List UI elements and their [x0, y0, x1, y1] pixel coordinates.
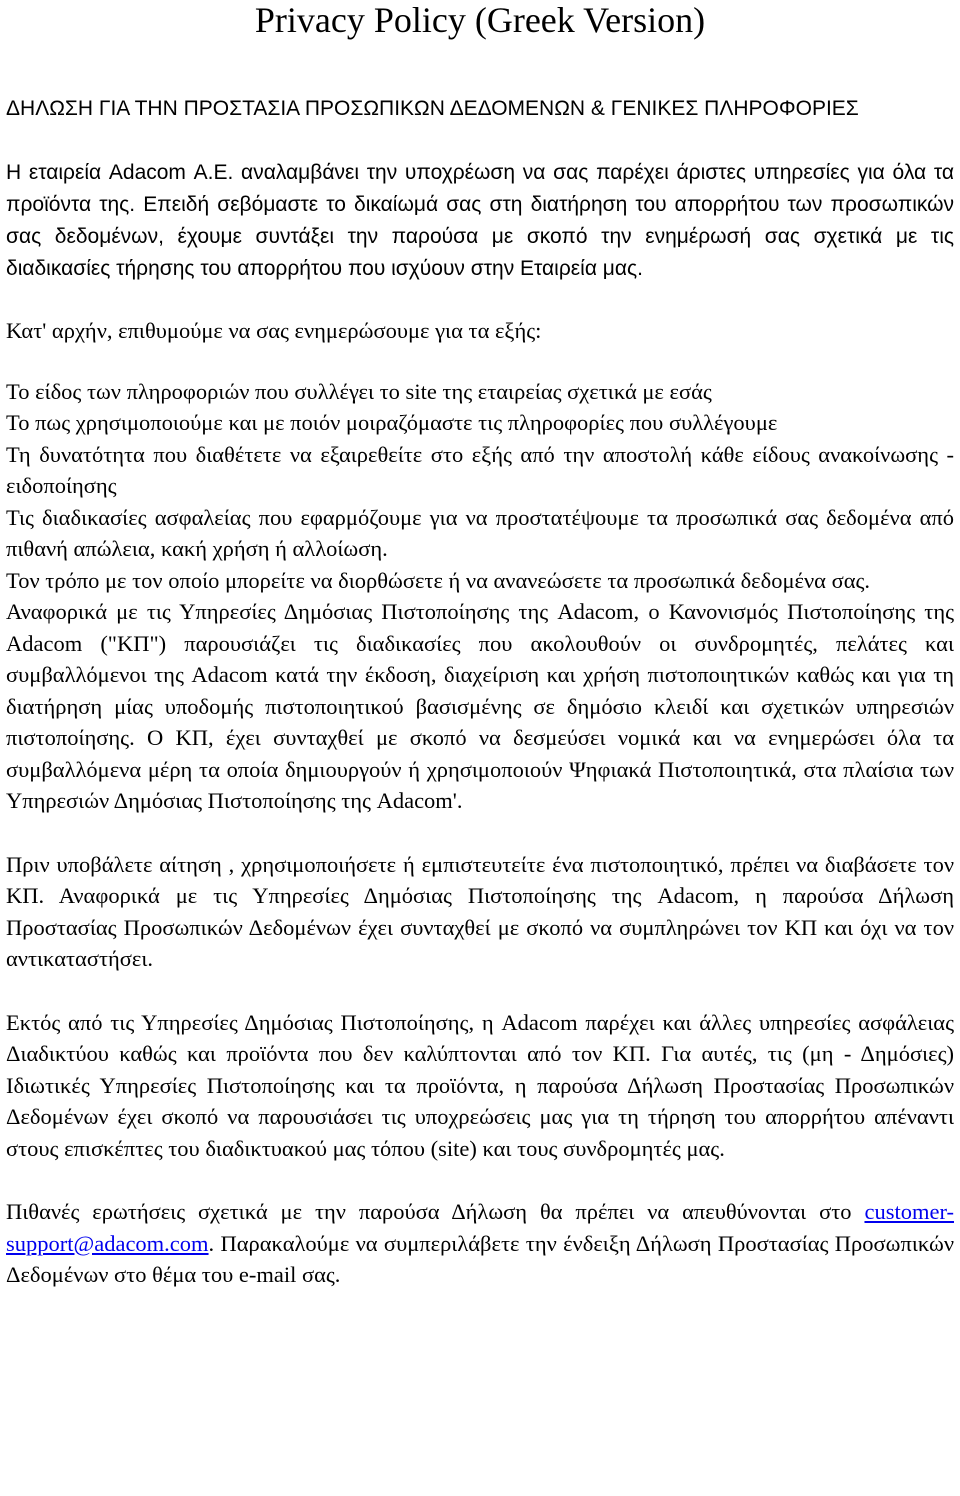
intro-paragraph: Η εταιρεία Adacom Α.Ε. αναλαμβάνει την υποχρέωση να σας παρέχει άριστες υπηρεσίες για όλα τα προϊόντα της. Επειδή σεβόμαστε το δικαίωμά σας στη διατήρηση του απορρήτου των προσωπικών σας δεδομένων, έχουμε συντάξει την παρούσα με σκοπό την ενημέρωσή σας σχετικά με τις διαδικασίες τήρησης του απορρήτου που ισχύουν στην Εταιρεία μας. — [6, 161, 954, 280]
list-item: Το πως χρησιμοποιούμε και με ποιόν μοιραζόμαστε τις πληροφορίες που συλλέγουμε — [6, 410, 778, 435]
list-intro-paragraph: Κατ' αρχήν, επιθυμούμε να σας ενημερώσουμε για τα εξής: — [6, 318, 542, 343]
services-paragraph: Εκτός από τις Υπηρεσίες Δημόσιας Πιστοποίησης, η Adacom παρέχει και άλλες υπηρεσίες ασφάλειας Διαδικτύου καθώς και προϊόντα που δεν καλύπτονται από τον ΚΠ. Για αυτές, τις (μη - Δημόσιες) Ιδιωτικές Υπηρεσίες Πιστοποίησης και τα προϊόντα, η παρούσα Δήλωση Προστασίας Προσωπικών Δεδομένων έχει σκοπό να παρουσιάσει τις υποχρεώσεις μας για τη τήρηση του απορρήτου απέναντι στους επισκέπτες του διαδικτυακού μας τόπου (site) και τους συνδρομητές μας. — [6, 1009, 954, 1161]
certification-paragraph: Αναφορικά με τις Υπηρεσίες Δημόσιας Πιστοποίησης της Adacom, ο Κανονισμός Πιστοποίησης της Adacom ("ΚΠ") παρουσιάζει τις διαδικασίες που ακολουθούν οι συνδρομητές, πελάτες και συμβαλλόμενοι της Adacom κατά την έκδοση, διαχείριση και χρήση πιστοποιητικών καθώς και για τη διατήρηση μίας υποδομής πιστοποιητικού βασισμένης σε δημόσιο κλειδί και σχετικών υπηρεσιών πιστοποίησης. Ο ΚΠ, έχει συνταχθεί με σκοπό να δεσμεύσει νομικά και να ενημερώσει όλα τα συμβαλλόμενα μέρη τα οποία δημιουργούν ή χρησιμοποιούν Ψηφιακά Πιστοποιητικά, στα πλαίσια των Υπηρεσιών Δημόσιας Πιστοποίησης της Adacom'. — [6, 599, 954, 813]
list-item: Τον τρόπο με τον οποίο μπορείτε να διορθώσετε ή να ανανεώσετε τα προσωπικά δεδομένα σας. — [6, 567, 871, 593]
topics-list — [6, 376, 954, 817]
support-email-link[interactable]: customer-support@adacom.com — [6, 1199, 954, 1256]
kp-paragraph: Πριν υποβάλετε αίτηση , χρησιμοποιήσετε ή εμπιστευτείτε ένα πιστοποιητικό, πρέπει να διαβάσετε τον ΚΠ. Αναφορικά με τις Υπηρεσίες Δημόσιας Πιστοποίησης της Adacom, η παρούσα Δήλωση Προστασίας Προσωπικών Δεδομένων έχει συνταχθεί με σκοπό να συμπληρώνει τον ΚΠ και όχι να τον αντικαταστήσει. — [6, 851, 954, 971]
questions-paragraph — [6, 1196, 954, 1291]
list-item: Το είδος των πληροφοριών που συλλέγει το site της εταιρείας σχετικά με εσάς — [6, 378, 712, 404]
document-page — [6, 0, 954, 1291]
document-title: Privacy Policy (Greek Version) — [254, 0, 706, 40]
questions-text-end: . Παρακαλούμε να συμπεριλάβετε την ένδειξη Δήλωση Προστασίας Προσωπικών Δεδομένων στο θέμα του e-mail σας. — [6, 1230, 954, 1287]
list-item: Τη δυνατότητα που διαθέτετε να εξαιρεθείτε στο εξής από την αποστολή κάθε είδους ανακοίνωσης - ειδοποίησης — [6, 441, 954, 498]
section-heading: ΔΗΛΩΣΗ ΓΙΑ ΤΗΝ ΠΡΟΣΤΑΣΙΑ ΠΡΟΣΩΠΙΚΩΝ ΔΕΔΟΜΕΝΩΝ & ΓΕΝΙΚΕΣ ΠΛΗΡΟΦΟΡΙΕΣ — [6, 97, 859, 120]
list-item: Τις διαδικασίες ασφαλείας που εφαρμόζουμε για να προστατέψουμε τα προσωπικά σας δεδομένα από πιθανή απώλεια, κακή χρήση ή αλλοίωση. — [6, 504, 954, 561]
questions-text: Πιθανές ερωτήσεις σχετικά με την παρούσα Δήλωση θα πρέπει να απευθύνονται στο — [6, 1199, 852, 1224]
